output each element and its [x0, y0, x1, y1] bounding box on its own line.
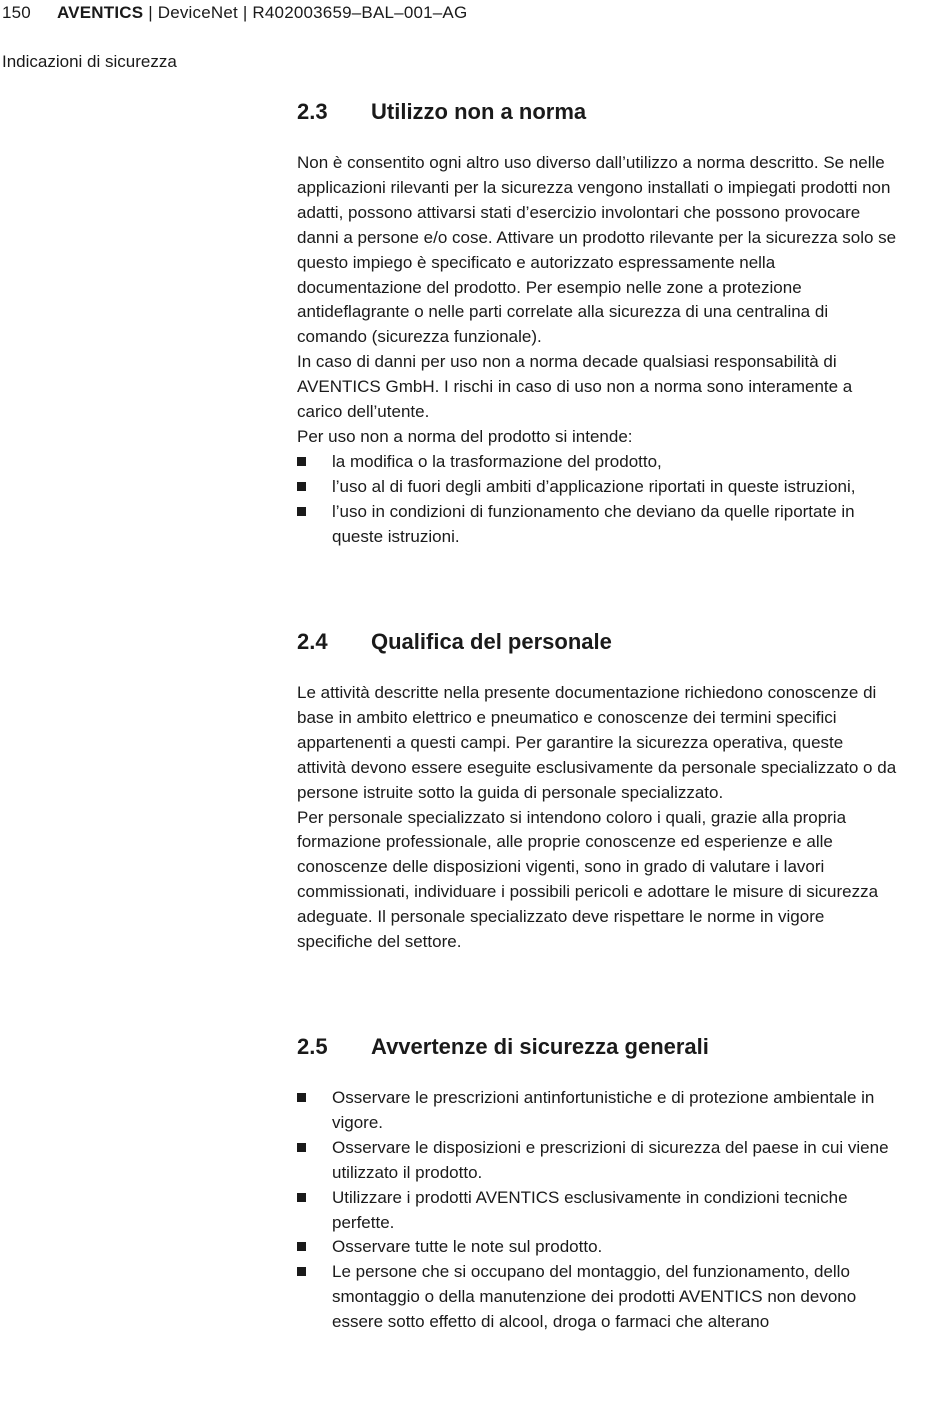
section-number: 2.3	[297, 99, 328, 124]
square-bullet-icon	[297, 1143, 306, 1152]
chapter-label: Indicazioni di sicurezza	[2, 52, 177, 71]
list-item	[297, 1086, 897, 1136]
square-bullet-icon	[297, 457, 306, 466]
square-bullet-icon	[297, 1242, 306, 1251]
list-item-text: l’uso al di fuori degli ambiti d’applicazione riportati in queste istruzioni,	[332, 476, 856, 496]
section-title: Avvertenze di sicurezza generali	[371, 1034, 709, 1059]
section-heading-2-5	[297, 1034, 709, 1060]
section-body-2-4	[297, 681, 897, 955]
bullet-list	[297, 1086, 897, 1335]
section-heading-2-4	[297, 629, 612, 655]
square-bullet-icon	[297, 507, 306, 516]
section-number: 2.5	[297, 1034, 328, 1059]
section-title: Utilizzo non a norma	[371, 99, 587, 124]
square-bullet-icon	[297, 1093, 306, 1102]
square-bullet-icon	[297, 482, 306, 491]
list-item-text: l’uso in condizioni di funzionamento che deviano da quelle riportate in queste istruzioni.	[332, 501, 855, 546]
list-item-text: Le persone che si occupano del montaggio, del funzionamento, dello smontaggio o della manutenzione dei prodotti AVENTICS non devono essere sotto effetto di alcool, droga o farmaci che alterano	[332, 1262, 857, 1332]
square-bullet-icon	[297, 1267, 306, 1276]
list-item-text: Osservare le prescrizioni antinfortunistiche e di protezione ambientale in vigore.	[332, 1088, 875, 1132]
list-item-text: Utilizzare i prodotti AVENTICS esclusivamente in condizioni tecniche perfette.	[332, 1187, 848, 1232]
list-item	[297, 500, 897, 550]
list-item	[297, 1186, 897, 1236]
section-body-2-5	[297, 1086, 897, 1335]
list-item-text: Osservare le disposizioni e prescrizioni di sicurezza del paese in cui viene utilizzato il prodotto.	[332, 1137, 889, 1182]
section-heading-2-3	[297, 99, 586, 125]
paragraph: Per uso non a norma del prodotto si intende:	[297, 426, 633, 446]
paragraph: Non è consentito ogni altro uso diverso dall’utilizzo a norma descritto. Se nelle applicazioni rilevanti per la sicurezza vengono installati o impiegati prodotti non adatti, possono attivarsi stati d’esercizio involontari che possono provocare danni a persone e/o cose. Attivare un prodotto rilevante per la sicurezza solo se questo impiego è specificato e autorizzato espressamente nella documentazione del prodotto. Per esempio nelle zone a protezione antideflagrante o nelle parti correlate alla sicurezza di una centralina di comando (sicurezza funzionale).	[297, 153, 897, 347]
section-title: Qualifica del personale	[371, 629, 612, 654]
list-item	[297, 475, 897, 500]
page-number: 150	[2, 3, 31, 22]
page-header	[2, 3, 467, 23]
bullet-list	[297, 450, 897, 550]
paragraph: Per personale specializzato si intendono coloro i quali, grazie alla propria formazione professionale, alle proprie conoscenze ed esperienze e alle conoscenze delle disposizioni vigenti, sono in grado di valutare i lavori commissionati, individuare i possibili pericoli e adottare le misure di sicurezza adeguate. Il personale specializzato deve rispettare le norme in vigore specifiche del settore.	[297, 807, 879, 952]
list-item	[297, 1235, 897, 1260]
list-item-text: Osservare tutte le note sul prodotto.	[332, 1237, 603, 1257]
brand-name: AVENTICS	[56, 3, 144, 22]
list-item	[297, 1136, 897, 1186]
section-number: 2.4	[297, 629, 328, 654]
list-item	[297, 450, 897, 475]
paragraph: Le attività descritte nella presente documentazione richiedono conoscenze di base in ambito elettrico e pneumatico e conoscenze dei termini specifici appartenenti a questi campi. Per garantire la sicurezza operativa, queste attività devono essere eseguite esclusivamente da personale specializzato o da persone istruite sotto la guida di personale specializzato.	[297, 683, 897, 802]
document-id: | DeviceNet | R402003659–BAL–001–AG	[143, 3, 468, 22]
paragraph: In caso di danni per uso non a norma decade qualsiasi responsabilità di AVENTICS GmbH. I rischi in caso di uso non a norma sono interamente a carico dell’utente.	[297, 352, 853, 422]
section-body-2-3	[297, 151, 897, 550]
square-bullet-icon	[297, 1193, 306, 1202]
list-item	[297, 1260, 897, 1335]
list-item-text: la modifica o la trasformazione del prodotto,	[332, 451, 662, 471]
